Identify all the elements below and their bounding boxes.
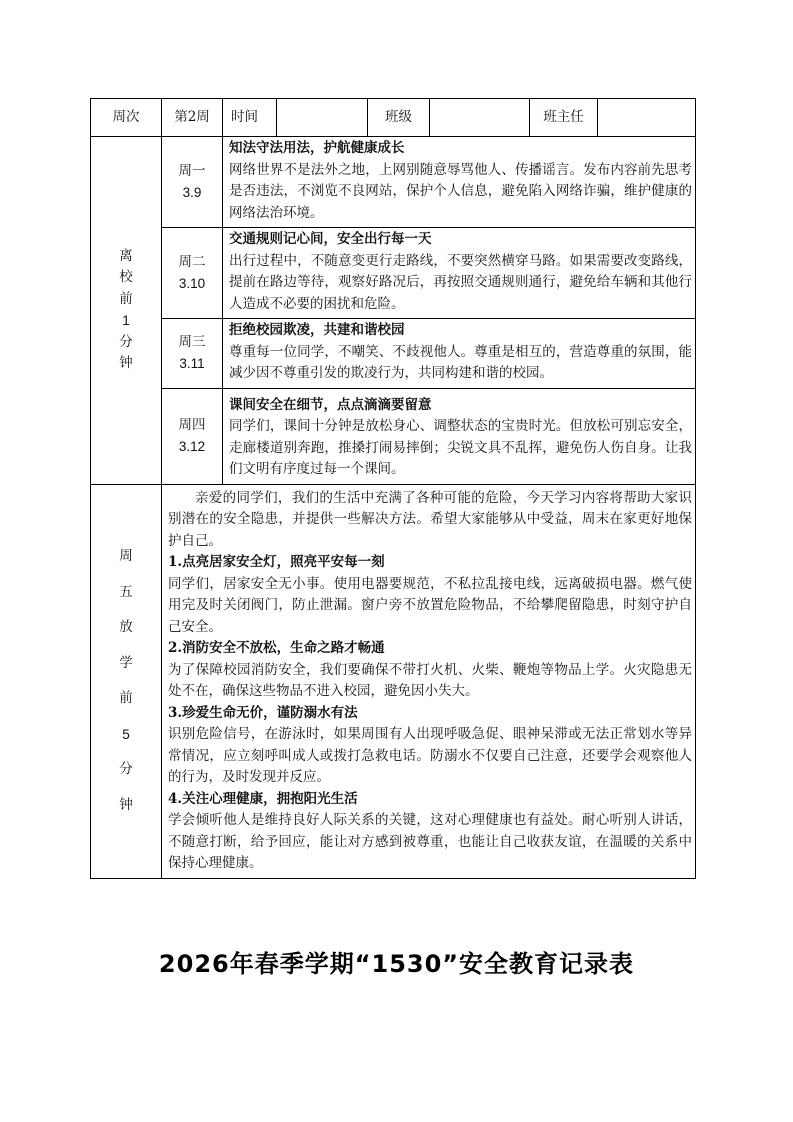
section-body: 同学们，居家安全无小事。使用电器要规范，不私拉乱接电线，远离破损电器。燃气使用完及时关闭阀门，防止泄漏。窗户旁不放置危险物品，不给攀爬留隐患，时刻守护自己安全。 (168, 575, 692, 635)
section-title: 3.珍爱生命无价，谨防溺水有法 (168, 704, 358, 721)
day-cell (162, 137, 223, 228)
label-char: 前 (119, 290, 133, 307)
next-page-title: 2026年春季学期“1530”安全教育记录表 (158, 950, 635, 978)
teacher-label: 班主任 (530, 99, 598, 137)
friday-content (162, 484, 696, 878)
label-char: 5 (122, 726, 130, 742)
friday-intro: 亲爱的同学们，我们的生活中充满了各种可能的危险，今天学习内容将帮助大家识别潜在的安全隐患，并提供一些解决方法。希望大家能够从中受益，周末在家更好地保护自己。 (168, 489, 692, 549)
label-char: 钟 (119, 796, 133, 813)
week-label: 周次 (91, 99, 162, 137)
label-char: 分 (119, 761, 133, 777)
date: 3.11 (179, 356, 205, 372)
class-value-cell[interactable] (430, 99, 530, 137)
time-value-cell[interactable] (277, 99, 368, 137)
day-row-thursday (91, 388, 696, 484)
label-char: 学 (119, 654, 133, 671)
label-char: 校 (119, 269, 133, 286)
lesson-content (223, 137, 696, 228)
lesson-title: 拒绝校园欺凌，共建和谐校园 (229, 322, 405, 338)
header-row (91, 99, 696, 137)
date: 3.12 (178, 439, 206, 454)
time-label: 时间 (223, 99, 277, 137)
lesson-body: 出行过程中，不随意变更行走路线，不要突然横穿马路。如果需要改变路线，提前在路边等待，观察好路况后，再按照交通规则通行，避免给车辆和其他行人造成不必要的困扰和危险。 (229, 252, 692, 312)
weekday: 周二 (178, 253, 206, 270)
before-leaving-label (91, 137, 162, 485)
lesson-content (223, 388, 696, 484)
label-char: 五 (119, 583, 133, 600)
lesson-title: 课间安全在细节，点点滴滴要留意 (229, 396, 432, 413)
label-char: 离 (119, 247, 133, 264)
lesson-body: 网络世界不是法外之地，上网别随意辱骂他人、传播谣言。发布内容前先思考是否违法，不浏览不良网站，保护个人信息，避免陷入网络诈骗，维护健康的网络法治环境。 (229, 161, 692, 221)
lesson-content (223, 228, 696, 319)
label-char: 放 (119, 619, 133, 635)
label-char: 钟 (119, 355, 133, 372)
label-char: 周 (119, 548, 133, 564)
day-row-tuesday (91, 228, 696, 319)
day-row-monday (91, 137, 696, 228)
day-cell (162, 319, 223, 389)
section-title: 2.消防安全不放松，生命之路才畅通 (168, 640, 385, 656)
section-title: 1.点亮居家安全灯，照亮平安每一刻 (168, 554, 385, 570)
section-body: 为了保障校园消防安全，我们要确保不带打火机、火柴、鞭炮等物品上学。火灾隐患无处不在，确保这些物品不进入校园，避免因小失大。 (168, 661, 692, 699)
friday-label (91, 484, 162, 878)
week-value: 第2周 (162, 99, 223, 137)
friday-row (91, 484, 696, 878)
date: 3.9 (182, 185, 202, 200)
label-char: 前 (119, 690, 133, 706)
label-char: 1 (122, 313, 130, 329)
weekday: 周一 (178, 162, 206, 179)
lesson-title: 知法守法用法，护航健康成长 (229, 140, 405, 156)
lesson-content (223, 319, 696, 389)
section-title: 4.关注心理健康，拥抱阳光生活 (168, 790, 358, 807)
day-cell (162, 228, 223, 319)
weekday: 周四 (178, 416, 206, 433)
lesson-body: 尊重每一位同学，不嘲笑、不歧视他人。尊重是相互的，营造尊重的氛围，能减少因不尊重引发的欺凌行为，共同构建和谐的校园。 (229, 343, 692, 381)
class-label: 班级 (368, 99, 430, 137)
weekday: 周三 (178, 333, 206, 350)
lesson-title: 交通规则记心间，安全出行每一天 (229, 231, 432, 247)
safety-record-table (90, 98, 696, 879)
lesson-body: 同学们，课间十分钟是放松身心、调整状态的宝贵时光。但放松可别忘安全，走廊楼道别奔跑，推搡打闹易摔倒；尖锐文具不乱挥，避免伤人伤自身。让我们文明有序度过每一个课间。 (229, 418, 692, 477)
day-row-wednesday (91, 319, 696, 389)
date: 3.10 (178, 276, 206, 291)
label-char: 分 (119, 333, 133, 350)
section-body: 识别危险信号，在游泳时，如果周围有人出现呼吸急促、眼神呆滞或无法正常划水等异常情况，应立刻呼叫成人或拨打急救电话。防溺水不仅要自己注意，还要学会观察他人的行为，及时发现并反应。 (168, 726, 692, 785)
section-body: 学会倾听他人是维持良好人际关系的关键，这对心理健康也有益处。耐心听别人讲话，不随意打断，给予回应，能让对方感到被尊重，也能让自己收获友谊，在温暖的关系中保持心理健康。 (168, 812, 692, 871)
day-cell (162, 388, 223, 484)
teacher-value-cell[interactable] (598, 99, 696, 137)
